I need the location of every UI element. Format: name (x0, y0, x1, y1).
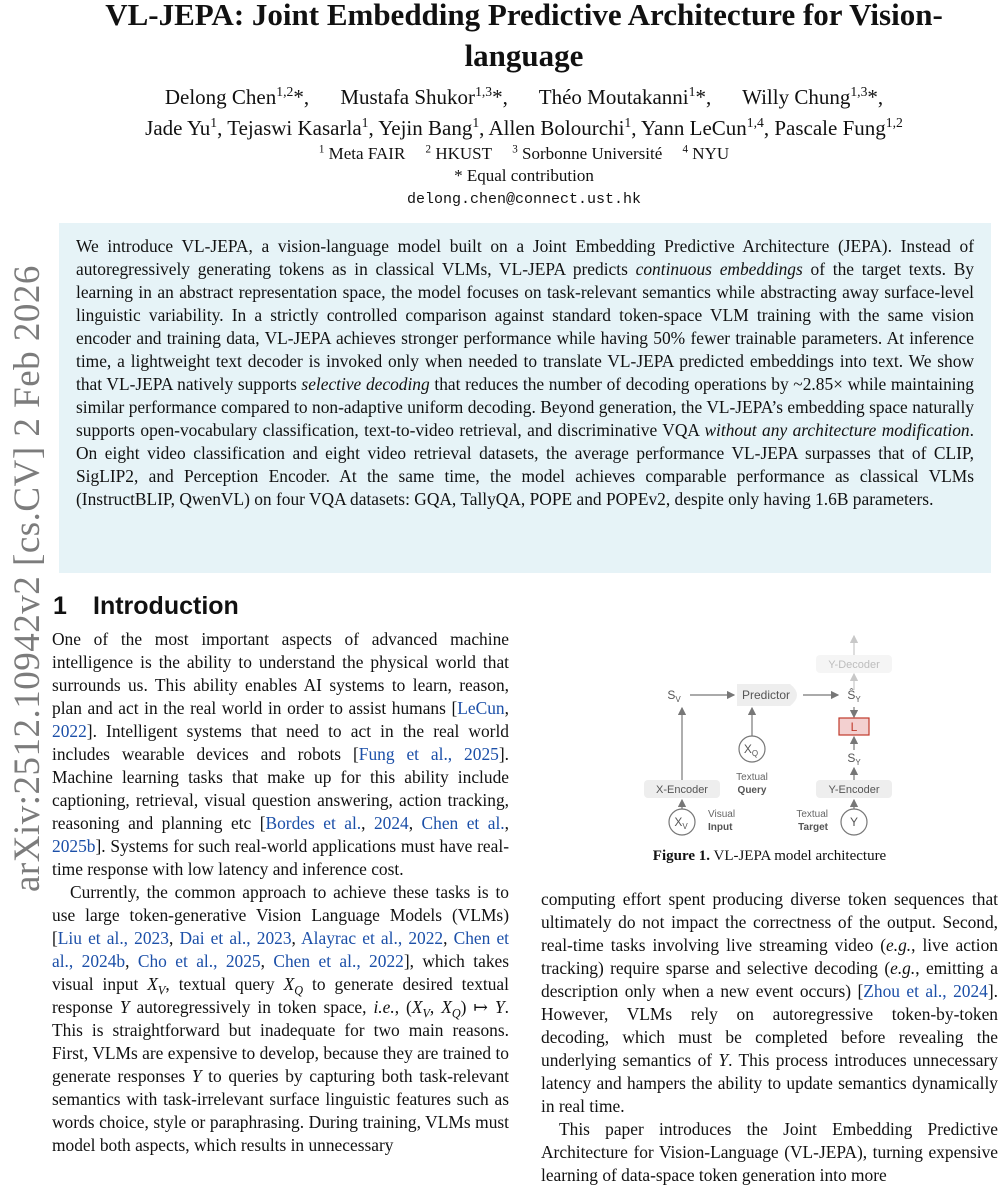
arxiv-identifier: arXiv:2512.10942v2 [cs.CV] 2 Feb 2026 (7, 265, 48, 892)
xv-label: $X_V$ (674, 815, 688, 831)
citation-link[interactable]: Fung et al., 2025 (358, 744, 499, 764)
paper-title: VL-JEPA: Joint Embedding Predictive Architecture for Vision-language (105, 0, 943, 73)
author: Willy Chung$^{1,3}$*, (742, 84, 884, 109)
y-decoder-label: Y-Decoder (828, 659, 880, 671)
citation-link[interactable]: Zhou et al., 2024 (863, 981, 988, 1001)
affiliation: $^4$ NYU (682, 143, 730, 163)
left-column (52, 628, 509, 1157)
author: Delong Chen$^{1,2}$*, (164, 84, 310, 109)
affiliation: $^1$ Meta FAIR (318, 143, 406, 163)
author: Tejaswi Kasarla$^1$, (227, 115, 374, 140)
affiliations (60, 143, 988, 165)
author: Yann LeCun$^{1,4}$, (640, 115, 770, 140)
xq-label: $X_Q$ (743, 742, 759, 758)
affiliation: $^3$ Sorbonne Université (512, 143, 663, 163)
citation-link[interactable]: Alayrac et al., 2022 (301, 928, 444, 948)
citation-link[interactable]: 2024 (373, 813, 409, 833)
citation-link[interactable]: 2025b (52, 836, 96, 856)
citation-link[interactable]: 2022 (52, 721, 87, 741)
author-list (60, 82, 988, 144)
author: Théo Moutakanni$^1$*, (538, 84, 712, 109)
y-label: Y (849, 815, 859, 829)
author: Pascale Fung$^{1,2}$ (774, 115, 903, 140)
predictor-label: Predictor (741, 688, 791, 702)
textual-query-caption-bold: Query (737, 785, 767, 796)
loss-label: L (850, 720, 858, 734)
paragraph: Currently, the common approach to achieve these tasks is to use large token-generative Vision Language Models (VLMs) [Liu et al., 2023, Dai et al., 2023, Alayrac et al., 2022, Chen et al., 2024b, Cho et al., 2025, Chen et al., 2022], which takes visual input $X_V$, textual query $X_Q$ to generate desired textual response Y autoregressively in token space, i.e., ($X_V$, $X_Q$) ↦ Y. This is straightforward but inadequate for two main reasons. First, VLMs are expensive to develop, because they are trained to generate responses Y to queries by capturing both task-relevant semantics with task-irrelevant surface linguistic features such as words choice, style or paraphrasing. During training, VLMs must model both aspects, which results in unnecessary (52, 882, 510, 1155)
sv-label: $S_V$ (667, 688, 681, 704)
author: Jade Yu$^1$, (145, 115, 223, 140)
right-column (541, 888, 998, 1187)
paragraph: One of the most important aspects of advanced machine intelligence is the ability to understand the physical world that surrounds us. This ability enables AI systems to learn, reason, plan and act in the real world in order to assist humans [LeCun, 2022]. Intelligent systems that need to act in the real world includes wearable devices and robots [Fung et al., 2025]. Machine learning tasks that make up for this ability include captioning, retrieval, visual question answering, action tracking, reasoning and planning etc [Bordes et al., 2024, Chen et al., 2025b]. Systems for such real-world applications must have real-time response with low latency and inference cost. (52, 629, 509, 879)
citation-link[interactable]: Cho et al., 2025 (137, 951, 261, 971)
citation-link[interactable]: Chen et al. (421, 813, 505, 833)
citation-link[interactable]: Bordes et al. (265, 813, 362, 833)
textual-query-caption: Textual (736, 772, 768, 783)
architecture-diagram (610, 624, 910, 850)
textual-target-caption: Textual (796, 809, 828, 820)
author: Mustafa Shukor$^{1,3}$*, (340, 84, 508, 109)
author-line-2 (60, 113, 988, 144)
y-encoder-label: Y-Encoder (828, 784, 880, 796)
figure-1 (610, 624, 910, 850)
author: Yejin Bang$^1$, (378, 115, 485, 140)
citation-link[interactable]: Chen et al., 2022 (273, 951, 404, 971)
author-line-1 (60, 82, 988, 113)
figure-caption (541, 848, 998, 865)
figure-caption-text: VL-JEPA model architecture (713, 848, 887, 864)
sy-label: $S_Y$ (847, 751, 861, 767)
textual-target-caption-bold: Target (798, 822, 828, 833)
abstract-box (59, 223, 991, 573)
section-heading (53, 592, 239, 621)
section-title: Introduction (93, 592, 239, 620)
sy-hat-label: $Ŝ_Y$ (847, 688, 861, 704)
paragraph: This paper introduces the Joint Embedding Predictive Architecture for Vision-Language (VL-JEPA), turning expensive learning of data-space token generation into more (541, 1119, 998, 1185)
figure-caption-label: Figure 1. (652, 848, 710, 864)
affiliation: $^2$ HKUST (425, 143, 492, 163)
citation-link[interactable]: Dai et al., 2023 (179, 928, 292, 948)
citation-link[interactable]: LeCun (457, 698, 505, 718)
x-encoder-label: X-Encoder (656, 784, 708, 796)
visual-input-caption: Visual (708, 809, 736, 820)
citation-link[interactable]: Chen et al., 2024b (52, 928, 510, 971)
citation-link[interactable]: Liu et al., 2023 (57, 928, 169, 948)
abstract-text: We introduce VL-JEPA, a vision-language model built on a Joint Embedding Predictive Architecture (JEPA). Instead of autoregressively generating tokens as in classical VLMs, VL-JEPA predicts continuous embeddings of the target texts. By learning in an abstract representation space, the model focuses on task-relevant semantics while abstracting away surface-level linguistic variability. In a strictly controlled comparison against standard token-space VLM training with the same vision encoder and training data, VL-JEPA achieves stronger performance while having 50% fewer trainable parameters. At inference time, a lightweight text decoder is invoked only when needed to translate VL-JEPA predicted embeddings into text. We show that VL-JEPA natively supports selective decoding that reduces the number of decoding operations by ~2.85× while maintaining similar performance compared to non-adaptive uniform decoding. Beyond generation, the VL-JEPA’s embedding space naturally supports open-vocabulary classification, text-to-video retrieval, and discriminative VQA without any architecture modification. On eight video classification and eight video retrieval datasets, the average performance VL-JEPA surpasses that of CLIP, SigLIP2, and Perception Encoder. At the same time, the model achieves comparable performance as classical VLMs (InstructBLIP, QwenVL) on four VQA datasets: GQA, TallyQA, POPE and POPEv2, despite only having 1.6B parameters. (76, 236, 975, 509)
contact-email[interactable]: delong.chen@connect.ust.hk (406, 191, 642, 208)
paragraph: computing effort spent producing diverse token sequences that ultimately do not impact the correctness of the output. Second, real-time tasks involving live streaming video (e.g., live action tracking) require sparse and selective decoding (e.g., emitting a description only when a new event occurs) [Zhou et al., 2024]. However, VLMs rely on autoregressive token-by-token decoding, which must be completed before revealing the underlying semantics of Y. This process introduces unnecessary latency and hampers the ability to update semantics dynamically in real time. (541, 889, 999, 1116)
equal-contribution-note: * Equal contribution (454, 166, 594, 185)
visual-input-caption-bold: Input (708, 822, 733, 833)
author: Allen Bolourchi$^1$, (488, 115, 637, 140)
section-number: 1 (53, 592, 67, 620)
